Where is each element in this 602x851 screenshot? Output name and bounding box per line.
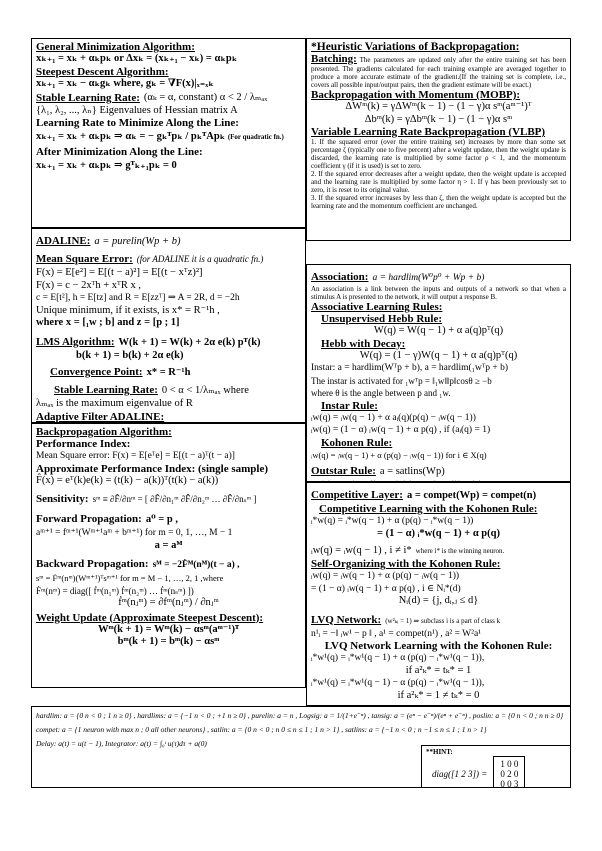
- weight-update-eq2: bᵐ(k + 1) = bᵐ(k) − αsᵐ: [117, 636, 220, 647]
- vlbp-rule-1: 1. If the squared error (over the entire training set) increases by more than some set percentage ζ (typically one to five percent) after a weight update, then the weight update is discarded, the learning rate is multiplied by some factor ρ < 1, and the momentum coefficient γ (if it is used) is set to zero.: [311, 138, 566, 170]
- outstar-title: Outstar Rule:: [311, 465, 376, 477]
- instar-rule-eq1: ᵢw(q) = ᵢw(q − 1) + α aᵢ(q)(p(q) − ᵢw(q − 1)): [311, 412, 476, 423]
- hint-matrix: [493, 756, 525, 788]
- unsupervised-hebb-title: Unsupervised Hebb Rule:: [321, 313, 443, 325]
- lms-title: LMS Algorithm:: [36, 335, 115, 348]
- lms-eq2: b(k + 1) = b(k) + 2α e(k): [76, 349, 184, 361]
- lvq-kohonen-title: LVQ Network Learning with the Kohonen Rule:: [324, 640, 553, 652]
- heuristic-title: *Heuristic Variations of Backpropagation:: [311, 41, 520, 53]
- forward-eq2: a = aᴹ: [154, 539, 183, 551]
- association-text: An association is a link between the inputs and outputs of a network so that when a stimulus A is presented to the network, it will output a response B.: [311, 285, 566, 301]
- convergence-title: Convergence Point:: [50, 366, 143, 378]
- self-organizing-eq1: ᵢw(q) = ᵢw(q − 1) + α (p(q) − ᵢw(q − 1)): [311, 571, 460, 581]
- sensitivity-eq: sᵐ ≡ ∂F̂/∂nᵐ = [ ∂F̂/∂n₁ᵐ ∂F̂/∂n₂ᵐ … ∂F̂/∂nₛᵐ ]: [92, 494, 257, 504]
- weight-update-eq1: Wᵐ(k + 1) = Wᵐ(k) − αsᵐ(aᵐ⁻¹)ᵀ: [97, 623, 239, 635]
- performance-index-eq: Mean Square error: F(x) = E[eᵀe] = E[(t − a)ᵀ(t − a)]: [36, 451, 235, 461]
- hint-matrix-row: 0 0 3: [500, 779, 519, 788]
- mse-note: (for ADALINE it is a quadratic fn.): [136, 254, 264, 264]
- instar-text2: where θ is the angle between p and ₁w.: [311, 388, 451, 398]
- batching-text: The parameters are updated only after the entire training set has been presented. The gradients calculated for each training example are averaged together to produce a more accurate estimate of the gradient.(If the training set is complete, i.e., covers all possible input/output pairs, then the gradient estimate will be exact.): [311, 56, 567, 89]
- unique-minimum-eq: Unique minimum, if it exists, is x* = R⁻¹h ,: [36, 304, 220, 316]
- hint-title: **HINT:: [426, 748, 453, 756]
- self-organizing-title: Self-Organizing with the Kohonen Rule:: [311, 558, 501, 570]
- vlbp-title: Variable Learning Rate Backpropagation (VLBP): [311, 126, 546, 138]
- vlbp-rule-3: 3. If the squared error increases by less than ζ, then the weight update is accepted but the learning rate and the momentum coefficient are unchanged.: [311, 194, 566, 210]
- hint-box: [421, 745, 571, 788]
- hint-matrix-row: 1 0 0: [500, 759, 519, 769]
- forward-eq1: aᵐ⁺¹ = fᵐ⁺¹(Wᵐ⁺¹aᵐ + bᵐ⁺¹) for m = 0, 1, …, M − 1: [36, 528, 233, 538]
- instar-text: The instar is activated for ₁wᵀp = ‖₁w‖‖p‖cosθ ≥ −b: [311, 375, 492, 386]
- adaline-box: [31, 228, 306, 423]
- self-organizing-eq2: = (1 − α) ᵢw(q − 1) + α p(q) , i ∈ Nᵢ*(d): [311, 583, 461, 594]
- stable-learning-rate-eq: (αₖ = α, constant) α < 2 / λₘₐₓ: [143, 92, 268, 103]
- mobp-eq1: ΔWᵐ(k) = γΔWᵐ(k − 1) − (1 − γ)α sᵐ(aᵐ⁻¹)ᵀ: [345, 101, 532, 112]
- winning-neuron-note: where i* is the winning neuron.: [415, 547, 505, 555]
- hint-eq: diag([1 2 3]) =: [432, 769, 488, 779]
- adaptive-filter-title: Adaptive Filter ADALINE:: [36, 410, 165, 423]
- transfer-row-2: compet: a = {1 neuron with max n ; 0 all other neurons} , satlin: a = {0 n < 0 ; n 0 ≤ n ≤ 1 ; 1 n > 1} , satlins: a = {−1 n < 0 ; n −1 ≤ n ≤ 1 ; 1 n > 1}: [36, 725, 487, 734]
- association-title: Association:: [311, 271, 369, 283]
- stable-learning-rate-title: Stable Learning Rate:: [36, 92, 140, 104]
- eigenvalues-eq: {λ₁, λ₂, ..., λₙ} Eigenvalues of Hessian matrix A: [36, 104, 238, 116]
- backprop-title: Backpropagation Algorithm:: [36, 426, 172, 438]
- approx-performance-eq: F̂(x) = eᵀ(k)e(k) = (t(k) − a(k))ᵀ(t(k) − a(k)): [36, 474, 219, 486]
- lvq-title: LVQ Network:: [311, 613, 382, 626]
- instar-rule-title: Instar Rule:: [321, 399, 378, 412]
- after-minimization-eq: xₖ₊₁ = xₖ + αₖpₖ ⇒ gᵀₖ₊₁pₖ = 0: [36, 159, 177, 171]
- general-minimization-box: [31, 38, 306, 228]
- lvq-eq: n¹ᵢ = −‖ ᵢw¹ − p ‖ , a¹ = compet(n¹) , a² = W²a¹: [311, 628, 482, 639]
- approx-performance-title: Approximate Performance Index: (single sample): [36, 462, 268, 475]
- mse-eq1: F(x) = E[e²] = E[(t − a)²] = E[(t − xᵀz)²]: [36, 267, 203, 278]
- backward-eq1: sᵐ = Ḟᵐ(nᵐ)(Wᵐ⁺¹)ᵀsᵐ⁺¹ for m = M − 1, …, 2, 1 ,where: [36, 573, 224, 583]
- mse-title: Mean Square Error:: [36, 253, 133, 265]
- backward-eq0: sᴹ = −2Ḟᴹ(nᴹ)(t − a) ,: [152, 560, 240, 570]
- hint-matrix-row: 0 2 0: [500, 769, 519, 779]
- steepest-descent-eq: xₖ₊₁ = xₖ − αₖgₖ where, gₖ = ∇F(x)|ₓ₌ₓₖ: [36, 77, 214, 89]
- forward-eq0: a⁰ = p ,: [145, 514, 178, 525]
- adaline-slr-eq2: λₘₐₓ is the maximum eigenvalue of R: [36, 398, 193, 409]
- kohonen-eq: ᵢw(q) = ᵢw(q − 1) + α (p(q) − ᵢw(q − 1)) for i ∈ X(q): [311, 449, 487, 460]
- unsupervised-hebb-eq: W(q) = W(q − 1) + α a(q)pᵀ(q): [373, 325, 504, 336]
- adaline-slr-title: Stable Learning Rate:: [54, 384, 158, 396]
- backward-label: Backward Propagation:: [36, 558, 149, 570]
- mse-eq3: c = E[t²], h = E[tz] and R = E[zzᵀ] ⇒ A = 2R, d = −2h: [36, 293, 240, 303]
- learning-rate-line-eq-text: xₖ₊₁ = xₖ + αₖpₖ ⇒ αₖ = − gₖᵀpₖ / pₖᵀApₖ: [36, 131, 226, 142]
- forward-label: Forward Propagation:: [36, 513, 142, 525]
- weight-update-title: Weight Update (Approximate Steepest Descent):: [36, 611, 264, 624]
- backward-eq2: Ḟᵐ(nᵐ) = diag([ ḟᵐ(n₁ᵐ) ḟᵐ(n₂ᵐ) … ḟᵐ(nₛᵐ) ]): [36, 585, 194, 596]
- batching-label: Batching:: [311, 53, 357, 65]
- learning-rate-line-title: Learning Rate to Minimize Along the Line:: [36, 117, 239, 129]
- adaline-slr-eq: 0 < α < 1/λₘₐₓ where: [161, 385, 249, 396]
- mse-eq2: F(x) = c − 2xᵀh + xᵀR x ,: [36, 279, 141, 291]
- performance-index-title: Performance Index:: [36, 438, 131, 450]
- competitive-kohonen-eq2: = (1 − α) ᵢ*w(q − 1) + α p(q): [377, 527, 500, 539]
- lms-eq1: W(k + 1) = W(k) + 2α e(k) pᵀ(k): [118, 336, 261, 348]
- learning-rate-line-eq: [36, 131, 301, 144]
- competitive-kohonen-eq1: ᵢ*w(q) = ᵢ*w(q − 1) + α (p(q) − ᵢ*w(q − 1)): [311, 516, 474, 526]
- backprop-box: [31, 423, 306, 688]
- association-box: [306, 264, 571, 482]
- after-minimization-title: After Minimization Along the Line:: [36, 145, 203, 158]
- competitive-title-eq: a = compet(Wp) = compet(n): [406, 490, 537, 501]
- transfer-row-3: Delay: a(t) = u(t − 1), Integrator: a(t) = ∫₀ᵗ u(τ)dτ + a(0): [36, 739, 207, 748]
- outstar-eq: a = satlins(Wp): [379, 466, 445, 477]
- heuristic-box: [306, 38, 571, 241]
- adaline-eq: a = purelin(Wp + b): [94, 236, 181, 247]
- quadratic-note: (For quadratic fn.): [227, 133, 284, 141]
- association-eq: a = hardlim(W⁰p⁰ + Wp + b): [372, 273, 485, 283]
- vlbp-rule-2: 2. If the squared error decreases after a weight update, then the weight update is accepted and the learning rate is multiplied by some factor η > 1. If γ has been previously set to zero, it is reset to its original value.: [311, 170, 566, 194]
- mobp-eq2: Δbᵐ(k) = γΔbᵐ(k − 1) − (1 − γ)α sᵐ: [364, 113, 513, 125]
- lvq-note: (w²ₖᵢ = 1) ⇒ subclass i is a part of class k: [385, 616, 501, 625]
- where-x-z-eq: where x = [₁w ; b] and z = [p ; 1]: [36, 317, 180, 328]
- general-eq1: xₖ₊₁ = xₖ + αₖpₖ or Δxₖ = (xₖ₊₁ − xₖ) = αₖpₖ: [36, 53, 238, 64]
- competitive-title: Competitive Layer:: [311, 489, 403, 501]
- convergence-eq: x* = R⁻¹h: [146, 367, 191, 378]
- lvq-kohonen-cond2: if a²ₖ* = 1 ≠ tₖ* = 0: [397, 689, 480, 701]
- competitive-kohonen-title: Competitive Learning with the Kohonen Rule:: [319, 503, 538, 515]
- hebb-decay-eq: W(q) = (1 − γ)W(q − 1) + α a(q)pᵀ(q): [359, 349, 518, 361]
- lvq-kohonen-eq2: ᵢ*w¹(q) = ᵢ*w¹(q − 1) − α (p(q) − ᵢ*w¹(q − 1)),: [311, 678, 485, 688]
- instar-rule-eq2: ᵢw(q) = (1 − α) ᵢw(q − 1) + α p(q) , if (aᵢ(q) = 1): [311, 425, 491, 435]
- competitive-box: [306, 482, 571, 706]
- competitive-kohonen-eq3: ᵢw(q) = ᵢw(q − 1) , i ≠ i*: [311, 545, 412, 556]
- lvq-kohonen-eq1: ᵢ*w¹(q) = ᵢ*w¹(q − 1) + α (p(q) − ᵢ*w¹(q − 1)),: [311, 653, 485, 663]
- instar-line: Instar: a = hardlim(Wᵀp + b), a = hardlim(₁wᵀp + b): [311, 363, 509, 373]
- associative-rules-title: Associative Learning Rules:: [311, 301, 443, 313]
- backward-eq3: ḟᵐ(nⱼᵐ) = ∂fᵐ(nⱼᵐ) / ∂nⱼᵐ: [118, 597, 219, 608]
- mobp-title: Backpropagation with Momentum (MOBP):: [311, 89, 521, 101]
- general-minimization-title: General Minimization Algorithm:: [36, 41, 195, 53]
- hebb-decay-title: Hebb with Decay:: [321, 337, 406, 350]
- sensitivity-label: Sensitivity:: [36, 493, 89, 505]
- steepest-descent-title: Steepest Descent Algorithm:: [36, 65, 169, 78]
- adaline-title: ADALINE:: [36, 235, 91, 247]
- self-organizing-eq3: Nᵢ(d) = {j, dᵢ,ⱼ ≤ d}: [398, 595, 479, 606]
- kohonen-title: Kohonen Rule:: [321, 436, 393, 449]
- transfer-row-1: hardlim: a = {0 n < 0 ; 1 n ≥ 0} , hardlims: a = {−1 n < 0 ; +1 n ≥ 0} , purelin: a = n , Logsig: a = 1/(1+e⁻ⁿ) , tansig: a = (eⁿ − e⁻ⁿ)/(eⁿ + e⁻ⁿ) , poslin: a = {0 n < 0 ; n n ≥ 0}: [36, 711, 564, 720]
- lvq-kohonen-cond1: if a²ₖ* = tₖ* = 1: [405, 664, 472, 676]
